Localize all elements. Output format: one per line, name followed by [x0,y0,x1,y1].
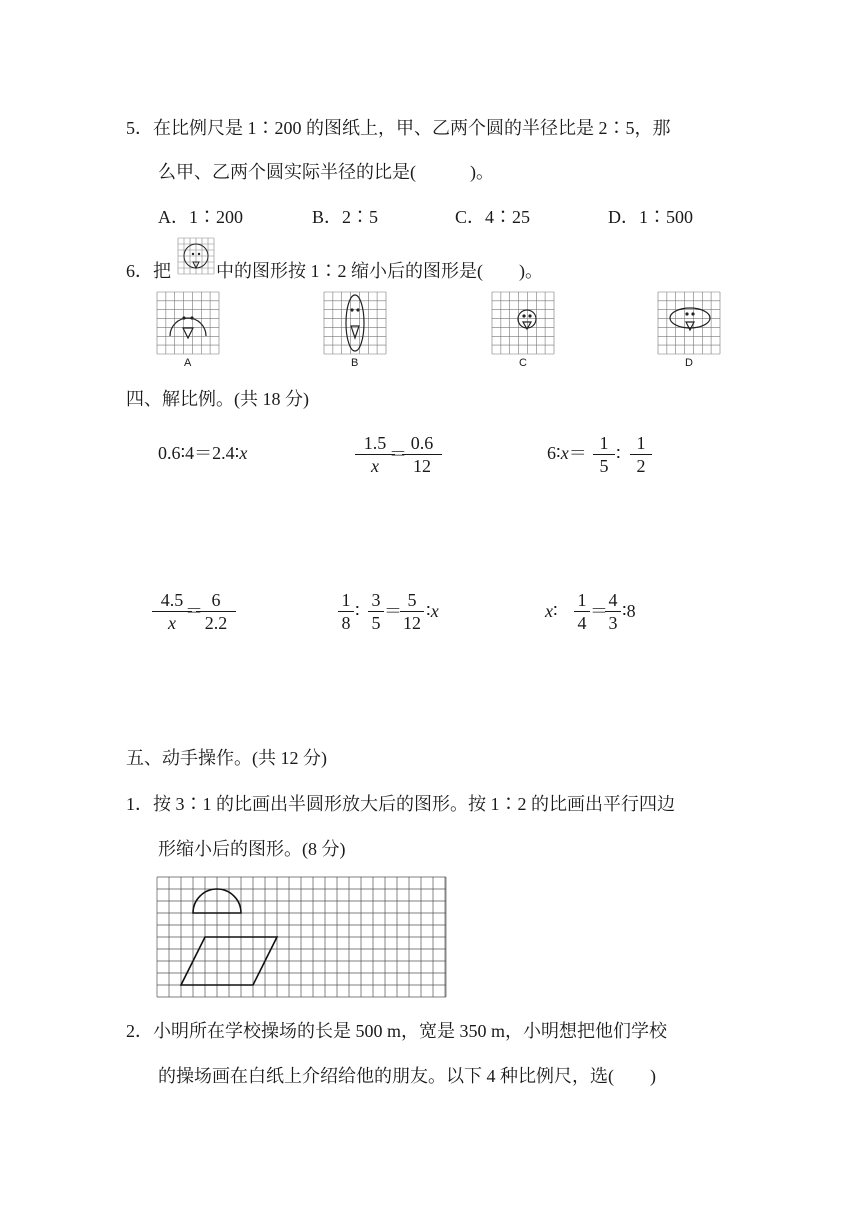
q5-option-c[interactable]: C．4∶25 [455,207,531,227]
eq3-x: x [560,443,569,463]
eq4-den1: x [168,613,176,633]
eq5-den3: 12 [403,613,421,633]
eq5-num2: 3 [368,589,384,612]
section5-q2-line1: 2．小明所在学校操场的长是 500 m，宽是 350 m，小明想把他们学校 [126,1021,667,1041]
eq5-den1: 8 [341,613,351,633]
eq2-num2: 0.6 [402,432,442,455]
eq5-num1: 1 [338,589,354,612]
eq2-num1: 1.5 [355,432,395,455]
q6-prefix: 6．把 [126,261,171,281]
eq1-expression [158,441,247,465]
eq6-frac2 [605,589,621,634]
q6-option-b-figure[interactable] [324,292,386,354]
q5-option-d[interactable]: D．1∶500 [608,207,693,227]
eq3-pre-text: 6∶ [547,443,561,463]
eq1-x: x [239,443,248,463]
eq6-frac1 [574,589,590,634]
eq4-den2: 2.2 [204,613,228,633]
section5-title: 五、动手操作。(共 12 分) [126,748,327,768]
eq6-tail: ∶8 [622,601,636,621]
eq3-den1: 5 [599,456,609,476]
eq3-frac1 [593,432,615,477]
q6-label-c: C [519,357,527,369]
q5-option-b[interactable]: B．2∶5 [312,207,379,227]
drawing-grid[interactable] [157,877,446,997]
eq4-num1: 4.5 [152,589,192,612]
eq4-eq: ＝ [185,601,203,621]
eq5-frac2 [368,589,384,634]
section5-q1-line1: 1．按 3∶1 的比画出半圆形放大后的图形。按 1∶2 的比画出平行四边 [126,794,675,814]
eq3-den2: 2 [636,456,646,476]
eq5-ratio: ∶ [355,601,360,621]
q5-line2: 么甲、乙两个圆实际半径的比是( )。 [158,162,494,182]
eq2-eq: ＝ [389,444,407,464]
eq5-num3: 5 [400,589,424,612]
eq5-frac3 [400,589,424,634]
q6-label-d: D [685,357,693,369]
q6-label-a: A [184,357,192,369]
q5-option-a[interactable]: A．1∶200 [158,207,243,227]
eq6-num2: 4 [605,589,621,612]
q5-line1: 5．在比例尺是 1∶200 的图纸上，甲、乙两个圆的半径比是 2∶5，那 [126,118,671,138]
eq5-frac1 [338,589,354,634]
eq6-x: x [545,601,553,621]
eq3-pre [547,441,587,465]
eq5-den2: 5 [371,613,381,633]
eq5-x: x [430,601,439,621]
eq3-num2: 1 [630,432,652,455]
q6-option-d-figure[interactable] [658,292,720,354]
eq6-num1: 1 [574,589,590,612]
eq5-tail [426,599,439,623]
eq2-frac-right [402,432,442,477]
eq3-eq: ＝ [568,443,587,463]
q6-label-b: B [351,357,359,369]
eq2-den1: x [371,456,379,476]
eq1-text: 0.6∶4＝2.4∶ [158,443,240,463]
eq5-tail-ratio: ∶ [426,601,431,621]
q6-option-a-figure[interactable] [157,292,219,354]
eq5-eq: ＝ [384,601,402,621]
eq3-ratio: ∶ [616,444,621,464]
eq6-den2: 3 [608,613,618,633]
eq3-frac2 [630,432,652,477]
eq6-eq: ＝ [590,601,608,621]
eq4-frac-right [196,589,236,634]
section5-q2-line2: 的操场画在白纸上介绍给他的朋友。以下 4 种比例尺，选( ) [158,1066,656,1086]
section5-q1-line2: 形缩小后的图形。(8 分) [158,839,346,859]
q6-option-c-figure[interactable] [492,292,554,354]
eq6-ratio: ∶ [553,601,558,621]
eq2-den2: 12 [413,456,431,476]
section4-title: 四、解比例。(共 18 分) [126,389,309,409]
q6-original-figure [178,238,214,274]
eq3-num1: 1 [593,432,615,455]
eq6-den1: 4 [577,613,587,633]
eq6-lead [545,599,558,623]
eq4-num2: 6 [196,589,236,612]
q6-suffix: 中的图形按 1∶2 缩小后的图形是( )。 [216,261,543,281]
